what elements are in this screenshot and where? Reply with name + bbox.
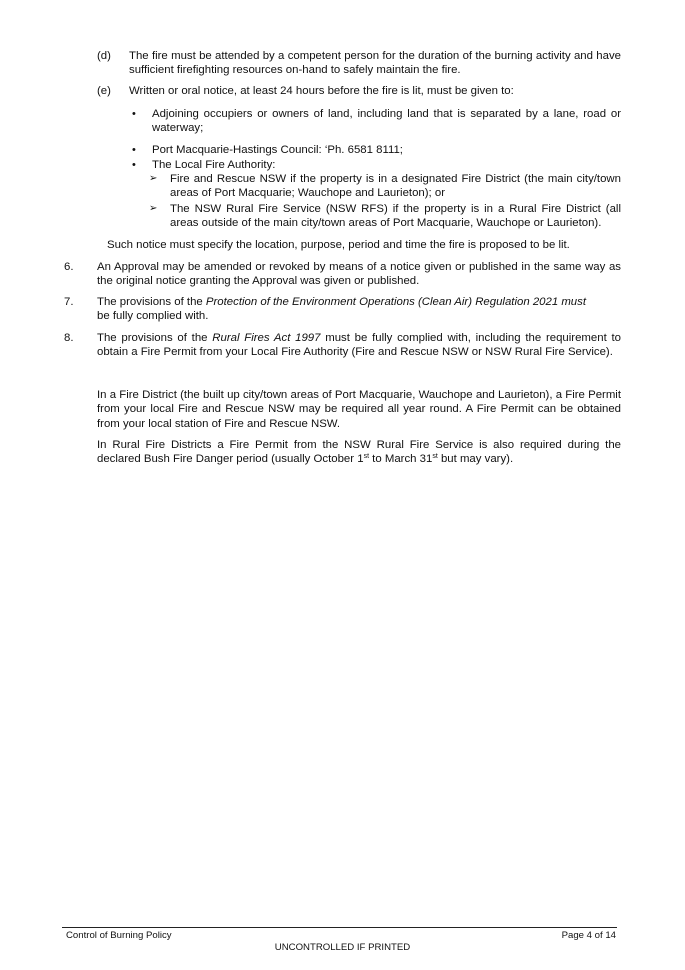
sub-bullet-rfs: The NSW Rural Fire Service (NSW RFS) if the property is in a Rural Fire District (all areas outside of the main city/town areas of Port Macquarie, Wauchope or Laurieton). bbox=[170, 203, 621, 230]
bullet-icon: • bbox=[132, 144, 136, 156]
item-7-text bbox=[97, 295, 621, 309]
item-7-text-before: The provisions of the bbox=[97, 296, 206, 308]
rural-fire-district-paragraph bbox=[97, 438, 621, 467]
item-6-text: An Approval may be amended or revoked by means of a notice given or published in the same way as the original notice granting the Approval was given or published. bbox=[97, 261, 621, 288]
footer-document-title: Control of Burning Policy bbox=[66, 930, 172, 941]
item-8-text bbox=[97, 331, 621, 360]
bullet-council: Port Macquarie-Hastings Council: ‘Ph. 6581 8111; bbox=[152, 144, 403, 156]
item-d-text: The fire must be attended by a competent person for the duration of the burning activity and have sufficient firefighting resources on-hand to safely maintain the fire. bbox=[129, 50, 621, 77]
bullet-icon: • bbox=[132, 108, 136, 120]
item-7-text-after: be fully complied with. bbox=[97, 310, 209, 322]
item-6-label: 6. bbox=[64, 261, 74, 273]
bullet-icon: • bbox=[132, 159, 136, 171]
bullet-local-fire-authority: The Local Fire Authority: bbox=[152, 159, 276, 171]
item-8-text-before: The provisions of the bbox=[97, 332, 213, 344]
item-d-label: (d) bbox=[97, 50, 111, 62]
footer-uncontrolled-notice: UNCONTROLLED IF PRINTED bbox=[274, 942, 411, 953]
item-7-regulation-title: Protection of the Environment Operations (Clean Air) Regulation 2021 must bbox=[205, 296, 587, 308]
rural-para-sup1: st bbox=[363, 453, 370, 461]
notice-requirement: Such notice must specify the location, purpose, period and time the fire is proposed to be lit. bbox=[107, 239, 570, 251]
item-e-label: (e) bbox=[97, 85, 111, 97]
rural-para-sup2: st bbox=[432, 453, 438, 461]
item-8-act-title: Rural Fires Act 1997 bbox=[212, 332, 321, 344]
item-7-label: 7. bbox=[64, 296, 74, 308]
sub-bullet-fire-rescue: Fire and Rescue NSW if the property is in a designated Fire District (the main city/town areas of Port Macquarie; Wauchope and Laurieton); or bbox=[170, 173, 621, 200]
rural-para-c: but may vary). bbox=[437, 453, 514, 466]
item-8-text-after: must be fully complied with, including the requirement to obtain a Fire Permit from your Local Fire Authority (Fire and Rescue NSW or NSW Rural Fire Service). bbox=[97, 332, 621, 359]
item-8-label: 8. bbox=[64, 332, 74, 344]
item-e-text: Written or oral notice, at least 24 hours before the fire is lit, must be given to: bbox=[129, 85, 514, 97]
rural-para-a: In Rural Fire Districts a Fire Permit from the NSW Rural Fire Service is also required during the declared Bush Fire Danger period (usually October 1 bbox=[97, 439, 621, 466]
rural-para-b: to March 31 bbox=[369, 453, 433, 466]
arrow-bullet-icon: ➢ bbox=[149, 203, 158, 214]
bullet-adjoining-owners: Adjoining occupiers or owners of land, including land that is separated by a lane, road or waterway; bbox=[152, 108, 621, 135]
footer-page-number: Page 4 of 14 bbox=[561, 930, 616, 941]
footer-divider bbox=[62, 927, 617, 928]
arrow-bullet-icon: ➢ bbox=[149, 173, 158, 184]
fire-district-paragraph: In a Fire District (the built up city/town areas of Port Macquarie, Wauchope and Laurieton), a Fire Permit from your local Fire and Rescue NSW may be required all year round. A Fire Permit can be obtained from your local station of Fire and Rescue NSW. bbox=[97, 389, 621, 430]
